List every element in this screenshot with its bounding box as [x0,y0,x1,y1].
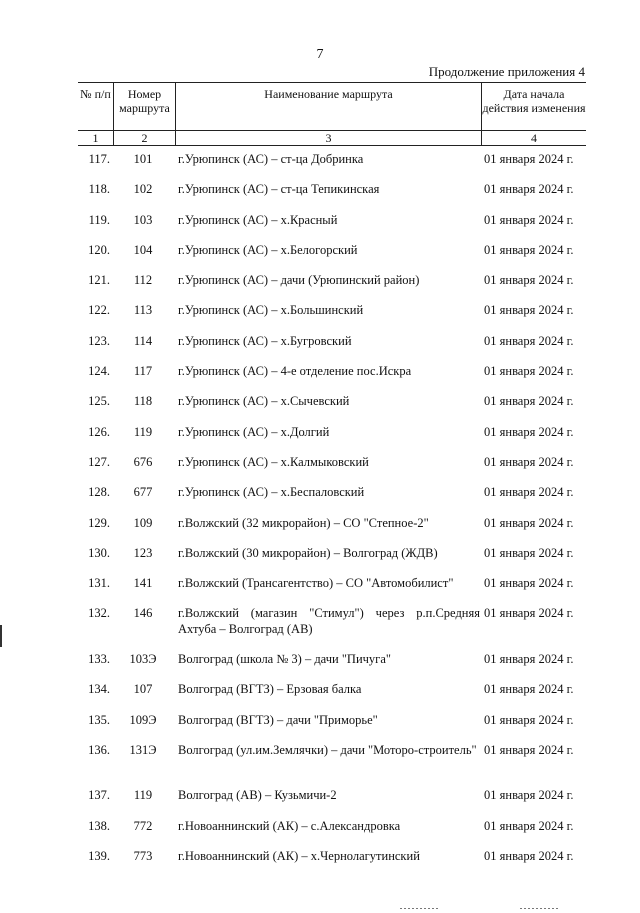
scan-artifact-line [400,908,440,909]
route-name: Волгоград (АВ) – Кузьмичи-2 [178,788,337,803]
table-row [78,297,586,327]
route-number: 117 [133,364,153,379]
table-row [78,540,586,570]
table-row [78,707,586,737]
route-number: 141 [133,576,153,591]
route-number: 103 [133,212,153,227]
route-name: г.Новоаннинский (АК) – х.Чернолагутинский [178,848,420,863]
start-date: 01 января 2024 г. [484,545,574,560]
table-row [78,570,586,600]
table-row [78,813,586,843]
header-number-label: № п/п [80,87,111,101]
table-row [78,358,586,388]
table-row [78,510,586,540]
start-date: 01 января 2024 г. [484,182,574,197]
start-date: 01 января 2024 г. [484,788,574,803]
table-row [78,176,586,206]
row-number: 137. [88,788,110,803]
start-date: 01 января 2024 г. [484,364,574,379]
start-date: 01 января 2024 г. [484,242,574,257]
table-row [78,737,586,783]
scan-edge-mark [0,625,2,647]
row-number: 131. [88,576,110,591]
header-route-number-label: Номер маршрута [119,87,170,115]
table-row [78,419,586,449]
table-row [78,843,586,873]
route-name: г.Урюпинск (АС) – х.Бугровский [178,333,352,348]
route-name: г.Урюпинск (АС) – ст-ца Тепикинская [178,182,380,197]
route-name: г.Волжский (32 микрорайон) – СО "Степное-2" [178,515,429,530]
route-number: 107 [133,682,153,697]
route-number: 109Э [129,712,157,727]
start-date: 01 января 2024 г. [484,152,574,166]
start-date: 01 января 2024 г. [484,394,574,409]
route-name: г.Новоаннинский (АК) – с.Александровка [178,818,401,833]
row-number: 134. [88,682,110,697]
route-number: 101 [133,152,153,166]
route-number: 123 [133,545,153,560]
start-date: 01 января 2024 г. [484,742,574,757]
table-row [78,207,586,237]
route-number: 773 [133,848,153,863]
row-number: 133. [88,651,110,666]
route-name: Волгоград (ВГТЗ) – Ерзовая балка [178,682,362,697]
table-row [78,646,586,676]
row-number: 128. [88,485,110,500]
table-header [78,82,586,146]
row-number: 117. [88,152,110,166]
route-number: 131Э [129,742,157,757]
start-date: 01 января 2024 г. [484,515,574,530]
start-date: 01 января 2024 г. [484,712,574,727]
header-cell-route-name [176,83,482,145]
route-name: г.Урюпинск (АС) – х.Сычевский [178,394,350,409]
row-number: 127. [88,454,110,469]
column-index-4: 4 [482,130,586,145]
header-cell-number [78,83,114,145]
continuation-note: Продолжение приложения 4 [428,64,585,79]
route-number: 677 [133,485,153,500]
route-name: г.Урюпинск (АС) – х.Белогорский [178,242,358,257]
table-row [78,328,586,358]
table-row [78,479,586,509]
route-name: г.Урюпинск (АС) – х.Долгий [178,424,330,439]
route-name: г.Урюпинск (АС) – х.Калмыковский [178,454,369,469]
route-number: 118 [133,394,153,409]
row-number: 119. [88,212,110,227]
start-date: 01 января 2024 г. [484,818,574,833]
route-number: 112 [133,273,153,288]
table-row [78,449,586,479]
route-name: г.Волжский (магазин "Стимул") через р.п.Средняя Ахтуба – Волгоград (АВ) [178,606,480,637]
table-row [78,237,586,267]
route-number: 103Э [129,651,157,666]
table-row [78,600,586,646]
table-row [78,267,586,297]
start-date: 01 января 2024 г. [484,454,574,469]
route-number: 772 [133,818,153,833]
route-number: 109 [133,515,153,530]
route-name: г.Урюпинск (АС) – ст-ца Добринка [178,152,364,166]
table-row [78,146,586,176]
header-cell-route-number [114,83,176,145]
row-number: 120. [88,242,110,257]
start-date: 01 января 2024 г. [484,485,574,500]
route-name: Волгоград (школа № 3) – дачи "Пичуга" [178,651,391,666]
start-date: 01 января 2024 г. [484,651,574,666]
row-number: 132. [88,606,110,621]
start-date: 01 января 2024 г. [484,303,574,318]
route-number: 119 [133,424,153,439]
route-name: г.Урюпинск (АС) – х.Красный [178,212,338,227]
row-number: 124. [88,364,110,379]
table-body [78,146,586,873]
column-index-3: 3 [176,130,481,145]
table-row [78,782,586,812]
start-date: 01 января 2024 г. [484,682,574,697]
route-number: 102 [133,182,153,197]
row-number: 135. [88,712,110,727]
table-row [78,676,586,706]
row-number: 136. [88,742,110,757]
route-name: г.Урюпинск (АС) – х.Большинский [178,303,364,318]
start-date: 01 января 2024 г. [484,848,574,863]
table-row [78,388,586,418]
route-name: г.Урюпинск (АС) – х.Беспаловский [178,485,365,500]
route-name: г.Волжский (Трансагентство) – СО "Автомобилист" [178,576,454,591]
row-number: 138. [88,818,110,833]
row-number: 123. [88,333,110,348]
route-number: 113 [133,303,153,318]
start-date: 01 января 2024 г. [484,606,574,621]
row-number: 118. [88,182,110,197]
start-date: 01 января 2024 г. [484,333,574,348]
row-number: 121. [88,273,110,288]
route-number: 119 [133,788,153,803]
row-number: 125. [88,394,110,409]
route-number: 104 [133,242,153,257]
route-name: Волгоград (ул.им.Землячки) – дачи "Моторо-строитель" [178,742,477,757]
page-number: 7 [316,47,324,62]
start-date: 01 января 2024 г. [484,273,574,288]
column-index-1: 1 [78,130,113,145]
start-date: 01 января 2024 г. [484,424,574,439]
row-number: 139. [88,848,110,863]
route-name: г.Волжский (30 микрорайон) – Волгоград (ЖДВ) [178,545,438,560]
row-number: 122. [88,303,110,318]
route-name: г.Урюпинск (АС) – дачи (Урюпинский район) [178,273,420,288]
route-number: 146 [133,606,153,621]
column-index-2: 2 [114,130,175,145]
route-number: 676 [133,454,153,469]
route-name: г.Урюпинск (АС) – 4-е отделение пос.Искра [178,364,412,379]
route-number: 114 [133,333,153,348]
header-cell-date [482,83,586,145]
row-number: 129. [88,515,110,530]
scan-artifact-line [520,908,560,909]
start-date: 01 января 2024 г. [484,212,574,227]
row-number: 126. [88,424,110,439]
row-number: 130. [88,545,110,560]
start-date: 01 января 2024 г. [484,576,574,591]
header-route-name-label: Наименование маршрута [264,87,393,101]
route-name: Волгоград (ВГТЗ) – дачи "Приморье" [178,712,378,727]
header-date-label: Дата начала действия изменения [482,87,586,115]
